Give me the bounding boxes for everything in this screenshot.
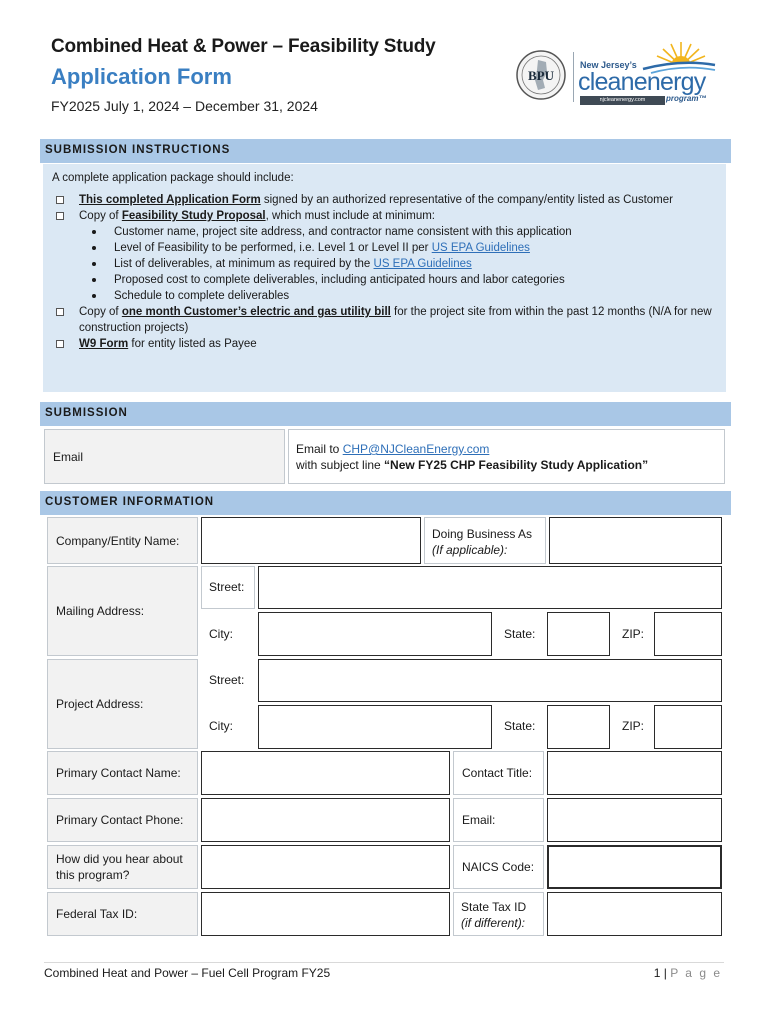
fiscal-period: FY2025 July 1, 2024 – December 31, 2024 xyxy=(51,98,318,114)
project-zip-label: ZIP: xyxy=(622,719,645,733)
dba-label: Doing Business As (If applicable): xyxy=(424,517,546,564)
mailing-address-label: Mailing Address: xyxy=(47,566,198,656)
mailing-street-label: Street: xyxy=(209,580,245,594)
submission-email-link[interactable]: CHP@NJCleanEnergy.com xyxy=(342,442,490,456)
section-header-instructions: SUBMISSION INSTRUCTIONS xyxy=(40,139,731,163)
contact-phone-field[interactable] xyxy=(201,798,450,842)
checklist-item-application-form: This completed Application Form signed by an authorized representative of the company/entity listed as Customer xyxy=(52,192,722,208)
list-item: Customer name, project site address, and contractor name consistent with this application xyxy=(52,224,722,240)
contact-phone-label: Primary Contact Phone: xyxy=(47,798,198,842)
svg-text:BPU: BPU xyxy=(528,68,554,83)
mailing-zip-label: ZIP: xyxy=(622,627,645,641)
state-tax-id-label: State Tax ID (if different): xyxy=(453,892,544,936)
mailing-state-label: State: xyxy=(504,627,536,641)
company-name-field[interactable] xyxy=(201,517,421,564)
program-text: program™ xyxy=(666,94,707,103)
submission-email-label: Email xyxy=(44,429,285,484)
mailing-street-field[interactable] xyxy=(258,566,722,609)
brand-url: njcleanenergy.com xyxy=(580,96,665,105)
checklist-item-utility-bill: Copy of one month Customer’s electric and gas utility bill for the project site from within the past 12 months (N/A for new construction projects) xyxy=(52,304,722,336)
checkbox[interactable] xyxy=(56,212,64,220)
project-address-label: Project Address: xyxy=(47,659,198,749)
document-title: Combined Heat & Power – Feasibility Study xyxy=(51,36,436,57)
referral-source-label: How did you hear about this program? xyxy=(47,845,198,889)
epa-guidelines-link[interactable]: US EPA Guidelines xyxy=(431,242,530,254)
nj-text: New Jersey’s xyxy=(580,60,637,70)
mailing-state-field[interactable] xyxy=(547,612,610,656)
instructions-intro: A complete application package should include: xyxy=(52,172,294,184)
list-item: Level of Feasibility to be performed, i.e. Level 1 or Level II per US EPA Guidelines xyxy=(52,240,722,256)
brand-text: cleanenergy xyxy=(578,68,706,96)
federal-tax-id-label: Federal Tax ID: xyxy=(47,892,198,936)
naics-code-field[interactable] xyxy=(547,845,722,889)
section-header-submission: SUBMISSION xyxy=(40,402,731,426)
checkbox[interactable] xyxy=(56,308,64,316)
form-title: Application Form xyxy=(51,64,232,89)
federal-tax-id-field[interactable] xyxy=(201,892,450,936)
project-street-field[interactable] xyxy=(258,659,722,702)
state-tax-id-field[interactable] xyxy=(547,892,722,936)
section-header-customer: CUSTOMER INFORMATION xyxy=(40,491,731,515)
contact-title-label: Contact Title: xyxy=(453,751,544,795)
project-state-field[interactable] xyxy=(547,705,610,749)
nj-clean-energy-logo xyxy=(516,40,716,110)
bpu-seal-text xyxy=(516,50,566,100)
mailing-city-field[interactable] xyxy=(258,612,492,656)
checklist-item-proposal: Copy of Feasibility Study Proposal, which must include at minimum: xyxy=(52,208,722,224)
mailing-city-label: City: xyxy=(209,627,233,641)
logo-divider xyxy=(573,52,574,102)
project-city-field[interactable] xyxy=(258,705,492,749)
page-number: 1 | P a g e xyxy=(653,966,722,980)
list-item: Proposed cost to complete deliverables, including anticipated hours and labor categories xyxy=(52,272,722,288)
checkbox[interactable] xyxy=(56,340,64,348)
project-street-label: Street: xyxy=(209,673,245,687)
naics-code-label: NAICS Code: xyxy=(453,845,544,889)
project-zip-field[interactable] xyxy=(654,705,722,749)
company-name-label: Company/Entity Name: xyxy=(47,517,198,564)
project-state-label: State: xyxy=(504,719,536,733)
dba-field[interactable] xyxy=(549,517,722,564)
list-item: List of deliverables, at minimum as required by the US EPA Guidelines xyxy=(52,256,722,272)
contact-name-label: Primary Contact Name: xyxy=(47,751,198,795)
footer-divider xyxy=(44,962,724,963)
checklist-item-w9: W9 Form for entity listed as Payee xyxy=(52,336,722,352)
footer-program-name: Combined Heat and Power – Fuel Cell Program FY25 xyxy=(44,966,331,980)
checkbox[interactable] xyxy=(56,196,64,204)
list-item: Schedule to complete deliverables xyxy=(52,288,722,304)
referral-source-field[interactable] xyxy=(201,845,450,889)
project-city-label: City: xyxy=(209,719,233,733)
epa-guidelines-link[interactable]: US EPA Guidelines xyxy=(373,258,472,270)
submission-email-instructions: Email to CHP@NJCleanEnergy.com with subject line “New FY25 CHP Feasibility Study Application” xyxy=(288,429,725,484)
contact-title-field[interactable] xyxy=(547,751,722,795)
mailing-zip-field[interactable] xyxy=(654,612,722,656)
instructions-list xyxy=(52,170,722,352)
contact-email-field[interactable] xyxy=(547,798,722,842)
contact-email-label: Email: xyxy=(453,798,544,842)
contact-name-field[interactable] xyxy=(201,751,450,795)
